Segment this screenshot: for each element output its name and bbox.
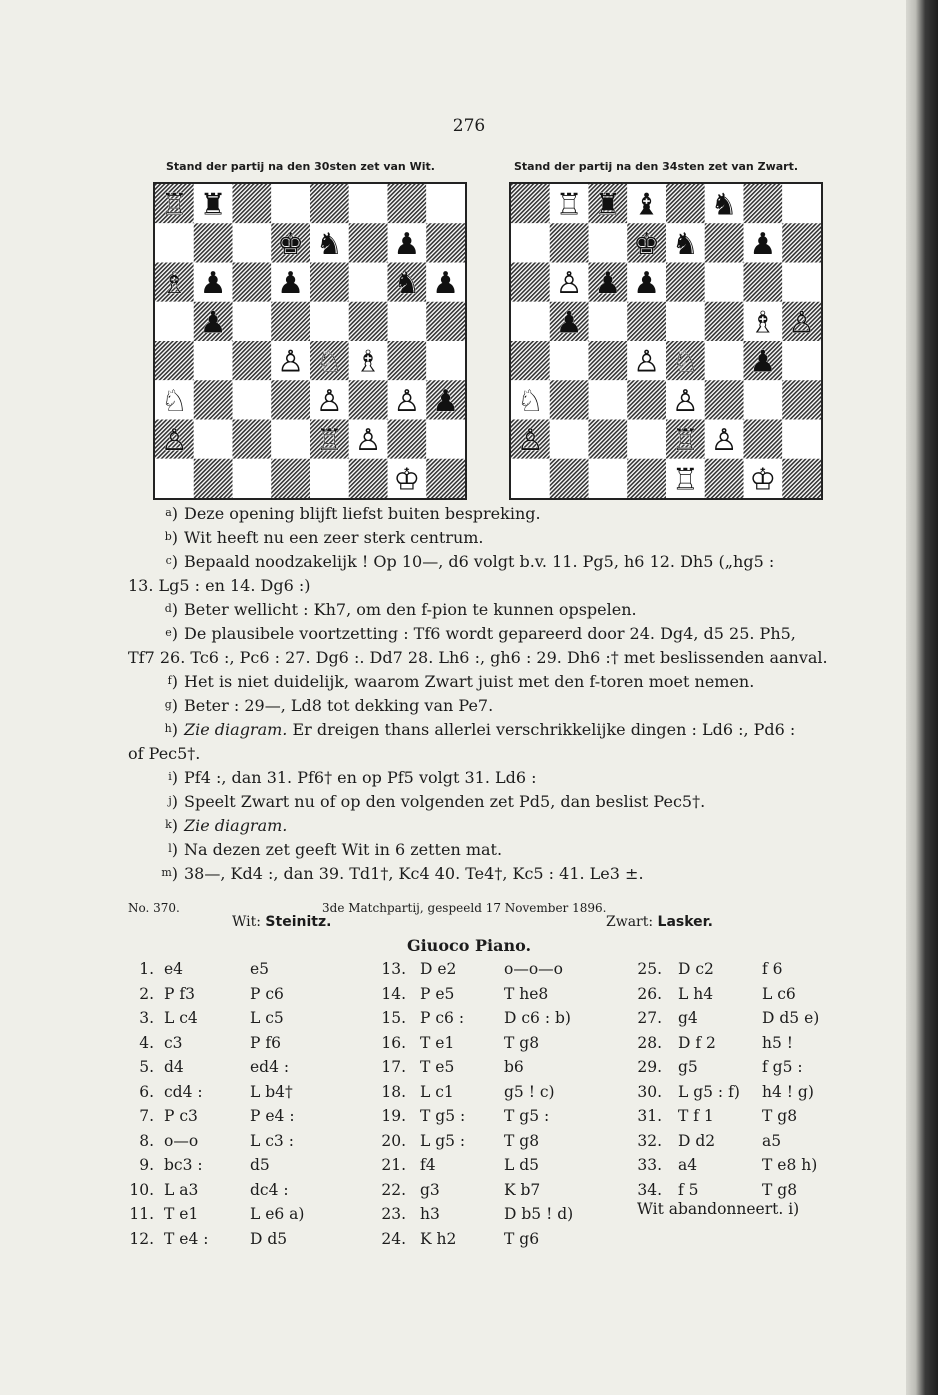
move-number: 11. (129, 1205, 154, 1223)
chess-piece: ♟ (432, 266, 460, 302)
dark-square (233, 184, 272, 223)
dark-square (194, 380, 233, 419)
light-square (589, 223, 628, 262)
diagram-caption-left: Stand der partij na den 30sten zet van Wit. (166, 160, 435, 173)
move-number: 28. (637, 1033, 662, 1052)
move-black: g5 ! c) (504, 1082, 555, 1101)
note-k: k) Zie diagram. (165, 816, 288, 835)
move-number: 6. (139, 1082, 154, 1101)
dark-square (550, 459, 589, 498)
light-square (589, 459, 628, 498)
move-number: 22. (381, 1180, 406, 1199)
move-number: 33. (637, 1156, 662, 1174)
chess-piece: ♟ (393, 226, 421, 262)
move-white: f 5 (678, 1180, 699, 1199)
chess-piece: ♟ (633, 266, 661, 302)
move-black: D d5 (250, 1229, 288, 1248)
move-black: dc4 : (250, 1180, 289, 1199)
light-square (511, 223, 550, 262)
move-number: 7. (139, 1107, 154, 1125)
chess-piece: ♙ (788, 305, 816, 341)
page-number: 276 (452, 116, 486, 136)
note-h: h) Zie diagram. Er dreigen thans allerlei verschrikkelijke dingen : Ld6 :, Pd6 : (164, 720, 796, 739)
move-black: L c3 : (250, 1131, 294, 1150)
light-square (388, 302, 427, 341)
light-square (349, 263, 388, 302)
light-square (233, 380, 272, 419)
move-white: T g5 : (420, 1107, 466, 1125)
light-square (271, 420, 310, 459)
light-square (233, 223, 272, 262)
dark-square (155, 341, 194, 380)
note-j: j) Speelt Zwart nu of op den volgenden zet Pd5, dan beslist Pec5†. (168, 792, 706, 811)
dark-square (744, 184, 783, 223)
move-black: d5 (250, 1156, 270, 1174)
move-white: T e5 (420, 1058, 455, 1076)
move-white: L a3 (164, 1180, 199, 1199)
note-c: c) Bepaald noodzakelijk ! Op 10—, d6 volgt b.v. 11. Pg5, h6 12. Dh5 („hg5 : (165, 552, 775, 571)
note-a: a) Deze opening blijft liefst buiten bespreking. (165, 504, 541, 523)
move-number: 5. (139, 1058, 154, 1076)
chess-piece: ♞ (315, 226, 343, 262)
move-number: 24. (381, 1229, 406, 1248)
dark-square (194, 459, 233, 498)
note-c-continued: 13. Lg5 : en 14. Dg6 :) (128, 576, 311, 595)
light-square (705, 263, 744, 302)
move-white: P c6 : (420, 1009, 465, 1027)
move-white: D f 2 (678, 1033, 716, 1052)
dark-square (550, 223, 589, 262)
board-after-30-white-svg (155, 184, 465, 498)
light-square (705, 341, 744, 380)
move-number: 8. (139, 1131, 154, 1150)
white-player: Wit: Steinitz. (232, 914, 332, 930)
dark-square (782, 459, 821, 498)
dark-square (349, 223, 388, 262)
chess-piece: ♙ (633, 344, 661, 380)
chess-piece: ♙ (671, 383, 699, 419)
light-square (589, 380, 628, 419)
move-black: L e6 a) (250, 1205, 305, 1223)
move-number: 10. (129, 1180, 154, 1199)
chess-piece: ♘ (160, 383, 188, 419)
move-white: P e5 (420, 984, 455, 1003)
dark-square (782, 223, 821, 262)
light-square (194, 341, 233, 380)
chess-piece: ♟ (199, 266, 227, 302)
light-square (782, 341, 821, 380)
chess-piece: ♙ (516, 423, 544, 459)
chess-piece: ♜ (199, 187, 227, 223)
chess-piece: ♙ (354, 423, 382, 459)
move-white: D c2 (678, 960, 714, 978)
move-black: f g5 : (762, 1058, 803, 1076)
move-number: 32. (637, 1131, 662, 1150)
dark-square (426, 223, 465, 262)
move-black: T g8 (762, 1180, 798, 1199)
chess-piece: ♟ (749, 226, 777, 262)
light-square (511, 459, 550, 498)
move-black: T g8 (762, 1107, 798, 1125)
light-square (233, 302, 272, 341)
move-white: L c1 (420, 1082, 454, 1101)
light-square (310, 459, 349, 498)
move-number: 27. (637, 1009, 662, 1027)
chess-piece: ♘ (671, 344, 699, 380)
chess-piece: ♙ (160, 423, 188, 459)
dark-square (426, 302, 465, 341)
move-number: 26. (637, 984, 662, 1003)
move-black: L b4† (250, 1082, 293, 1101)
move-black: T g8 (504, 1131, 540, 1150)
move-white: D e2 (420, 960, 457, 978)
move-black: a5 (762, 1131, 782, 1150)
note-i: i) Pf4 :, dan 31. Pf6† en op Pf5 volgt 31. Ld6 : (168, 768, 537, 787)
move-black: o—o—o (504, 960, 563, 978)
dark-square (627, 459, 666, 498)
chess-piece: ♝ (633, 187, 661, 223)
move-white: g5 (678, 1058, 698, 1076)
move-black: f 6 (762, 960, 783, 978)
move-white: e4 (164, 960, 184, 978)
move-white: g4 (678, 1009, 698, 1027)
move-number: 23. (381, 1205, 406, 1223)
light-square (155, 459, 194, 498)
move-number: 13. (381, 960, 406, 978)
chess-piece: ♙ (315, 383, 343, 419)
move-white: K h2 (420, 1229, 457, 1248)
move-black: ed4 : (250, 1058, 290, 1076)
move-black: P e4 : (250, 1107, 295, 1125)
move-number: 2. (139, 984, 154, 1003)
light-square (426, 341, 465, 380)
move-number: 30. (637, 1082, 662, 1101)
chess-diagram-left (153, 182, 467, 500)
chess-piece: ♟ (432, 383, 460, 419)
light-square (271, 184, 310, 223)
dark-square (511, 184, 550, 223)
chess-piece: ♘ (315, 344, 343, 380)
chess-piece: ♙ (555, 266, 583, 302)
chess-piece: ♗ (749, 305, 777, 341)
dark-square (349, 459, 388, 498)
dark-square (310, 184, 349, 223)
chess-piece: ♔ (749, 462, 777, 498)
light-square (782, 263, 821, 302)
dark-square (511, 341, 550, 380)
move-black: T g8 (504, 1033, 540, 1052)
move-black: e5 (250, 960, 270, 978)
dark-square (744, 263, 783, 302)
move-black: T e8 h) (762, 1156, 818, 1174)
move-white: D d2 (678, 1131, 716, 1150)
resign-text: Wit abandonneert. i) (637, 1200, 800, 1218)
dark-square (705, 380, 744, 419)
move-number: 1. (139, 960, 154, 978)
dark-square (349, 302, 388, 341)
dark-square (627, 380, 666, 419)
move-black: h4 ! g) (762, 1082, 814, 1101)
move-number: 16. (381, 1033, 406, 1052)
light-square (782, 184, 821, 223)
dark-square (705, 459, 744, 498)
move-white: cd4 : (164, 1082, 203, 1101)
light-square (194, 420, 233, 459)
note-e-continued: Tf7 26. Tc6 :, Pc6 : 27. Dg6 :. Dd7 28. Lh6 :, gh6 : 29. Dh6 :† met beslissenden aanval. (128, 648, 828, 667)
move-number: 18. (381, 1082, 406, 1101)
chess-piece: ♞ (671, 226, 699, 262)
chess-diagram-right (509, 182, 823, 500)
chess-piece: ♖ (315, 423, 343, 459)
move-black: D c6 : b) (504, 1009, 571, 1027)
dark-square (666, 184, 705, 223)
move-black: b6 (504, 1058, 524, 1076)
game-number: No. 370. (128, 901, 180, 915)
game-info: 3de Matchpartij, gespeeld 17 November 1896. (322, 901, 607, 915)
move-number: 34. (637, 1180, 662, 1199)
light-square (349, 184, 388, 223)
move-black: L d5 (504, 1156, 540, 1174)
opening-name: Giuoco Piano. (406, 936, 532, 955)
chess-piece: ♗ (160, 266, 188, 302)
move-black: T he8 (504, 984, 549, 1003)
dark-square (388, 184, 427, 223)
note-l: l) Na dezen zet geeft Wit in 6 zetten mat. (168, 840, 503, 859)
dark-square (627, 302, 666, 341)
move-number: 12. (129, 1229, 154, 1248)
move-black: P c6 (250, 984, 284, 1003)
move-white: o—o (164, 1131, 199, 1150)
note-d: d) Beter wellicht : Kh7, om den f-pion te kunnen opspelen. (164, 600, 637, 619)
move-white: d4 (164, 1058, 184, 1076)
move-black: L c5 (250, 1009, 284, 1027)
move-white: g3 (420, 1180, 440, 1199)
chess-piece: ♖ (555, 187, 583, 223)
chess-piece: ♚ (277, 226, 305, 262)
dark-square (233, 420, 272, 459)
dark-square (271, 459, 310, 498)
note-e: e) De plausibele voortzetting : Tf6 wordt gepareerd door 24. Dg4, d5 25. Ph5, (165, 624, 796, 643)
move-number: 3. (139, 1009, 154, 1027)
chess-piece: ♟ (749, 344, 777, 380)
move-number: 19. (381, 1107, 406, 1125)
light-square (511, 302, 550, 341)
chess-piece: ♞ (710, 187, 738, 223)
move-black: K b7 (504, 1180, 541, 1199)
move-black: D b5 ! d) (504, 1205, 574, 1223)
chess-piece: ♙ (393, 383, 421, 419)
note-h-continued: of Pec5†. (128, 744, 201, 763)
dark-square (426, 459, 465, 498)
move-number: 31. (637, 1107, 662, 1125)
light-square (589, 302, 628, 341)
chess-piece: ♔ (393, 462, 421, 498)
dark-square (666, 263, 705, 302)
page-edge-shadow (906, 0, 938, 1395)
chess-piece: ♘ (516, 383, 544, 419)
note-m: m) 38—, Kd4 :, dan 39. Td1†, Kc4 40. Te4†, Kc5 : 41. Le3 ±. (161, 864, 644, 883)
move-black: T g6 (504, 1229, 540, 1248)
dark-square (589, 420, 628, 459)
chess-piece: ♟ (277, 266, 305, 302)
dark-square (705, 302, 744, 341)
dark-square (388, 341, 427, 380)
note-g: g) Beter : 29—, Ld8 tot dekking van Pe7. (164, 696, 494, 715)
move-white: a4 (678, 1156, 698, 1174)
move-black: D d5 e) (762, 1009, 820, 1027)
move-black: L c6 (762, 984, 796, 1003)
chess-piece: ♟ (199, 305, 227, 341)
board-after-34-black-svg (511, 184, 821, 498)
move-number: 17. (381, 1058, 406, 1076)
light-square (550, 420, 589, 459)
move-white: L g5 : f) (678, 1082, 740, 1101)
light-square (666, 302, 705, 341)
light-square (744, 380, 783, 419)
move-number: 9. (139, 1156, 154, 1174)
dark-square (388, 420, 427, 459)
move-white: L h4 (678, 984, 714, 1003)
move-white: f4 (420, 1156, 436, 1174)
dark-square (744, 420, 783, 459)
chess-piece: ♗ (354, 344, 382, 380)
move-number: 29. (637, 1058, 662, 1076)
light-square (310, 302, 349, 341)
dark-square (589, 341, 628, 380)
chess-piece: ♟ (555, 305, 583, 341)
move-black: T g5 : (504, 1107, 550, 1125)
move-white: T e1 (420, 1033, 455, 1052)
note-f: f) Het is niet duidelijk, waarom Zwart juist met den f-toren moet nemen. (167, 672, 755, 691)
light-square (233, 459, 272, 498)
chess-piece: ♜ (594, 187, 622, 223)
move-white: bc3 : (164, 1156, 203, 1174)
dark-square (233, 263, 272, 302)
move-number: 20. (381, 1131, 406, 1150)
dark-square (782, 380, 821, 419)
light-square (550, 341, 589, 380)
chess-piece: ♖ (160, 187, 188, 223)
move-white: T e4 : (164, 1229, 209, 1248)
move-number: 21. (381, 1156, 406, 1174)
chess-piece: ♞ (393, 266, 421, 302)
dark-square (550, 380, 589, 419)
light-square (627, 420, 666, 459)
move-white: P c3 (164, 1107, 198, 1125)
dark-square (271, 380, 310, 419)
move-white: h3 (420, 1205, 440, 1223)
black-player: Zwart: Lasker. (606, 914, 713, 930)
move-number: 15. (381, 1009, 406, 1027)
move-white: T f 1 (678, 1107, 714, 1125)
move-white: L g5 : (420, 1131, 466, 1150)
move-white: c3 (164, 1033, 183, 1052)
move-white: P f3 (164, 984, 195, 1003)
chess-piece: ♚ (633, 226, 661, 262)
light-square (155, 302, 194, 341)
dark-square (194, 223, 233, 262)
chess-piece: ♙ (277, 344, 305, 380)
move-number: 14. (381, 984, 406, 1003)
move-white: T e1 (164, 1205, 199, 1223)
move-white: L c4 (164, 1009, 198, 1027)
dark-square (349, 380, 388, 419)
chess-piece: ♖ (671, 462, 699, 498)
light-square (426, 420, 465, 459)
move-number: 4. (139, 1033, 154, 1052)
dark-square (233, 341, 272, 380)
chess-piece: ♙ (710, 423, 738, 459)
diagram-caption-right: Stand der partij na den 34sten zet van Zwart. (514, 160, 799, 173)
light-square (782, 420, 821, 459)
move-black: P f6 (250, 1033, 281, 1052)
dark-square (511, 263, 550, 302)
light-square (426, 184, 465, 223)
move-number: 25. (637, 960, 662, 978)
note-b: b) Wit heeft nu een zeer sterk centrum. (164, 528, 484, 547)
chess-piece: ♖ (671, 423, 699, 459)
dark-square (705, 223, 744, 262)
chess-piece: ♟ (594, 266, 622, 302)
light-square (155, 223, 194, 262)
dark-square (271, 302, 310, 341)
dark-square (310, 263, 349, 302)
move-black: h5 ! (762, 1033, 793, 1052)
